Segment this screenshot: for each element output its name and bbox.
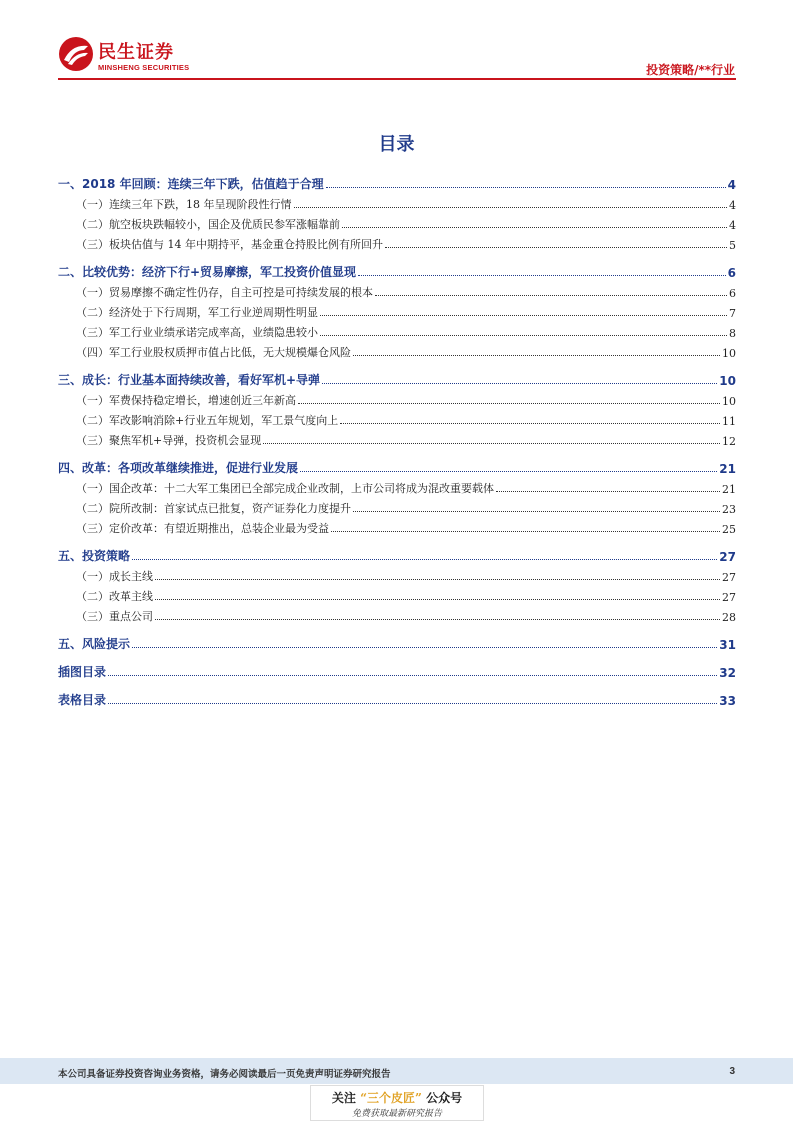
toc-section-entry[interactable] xyxy=(58,212,736,232)
header-divider xyxy=(58,78,736,80)
promo-box xyxy=(310,1085,484,1121)
toc-leader-dots xyxy=(496,490,720,492)
toc-section-entry[interactable] xyxy=(58,280,736,300)
toc-entry-text: （二）改革主线 xyxy=(76,590,153,603)
toc-chapter-entry[interactable] xyxy=(58,628,736,652)
toc-page-number: 27 xyxy=(722,591,736,604)
toc-page-number: 11 xyxy=(722,415,736,428)
promo-line-1 xyxy=(311,1089,483,1106)
toc-entry-text: 五、投资策略 xyxy=(58,549,131,563)
promo-line-2: 免费获取最新研究报告 xyxy=(351,1109,442,1119)
toc-leader-dots xyxy=(263,442,720,444)
toc-page-number: 6 xyxy=(729,287,736,300)
toc-page-number: 27 xyxy=(719,550,736,564)
toc-leader-dots xyxy=(342,226,727,228)
toc-entry-text: （二）经济处于下行周期，军工行业逆周期性明显 xyxy=(76,306,318,319)
toc-page-number: 4 xyxy=(729,219,736,232)
toc-leader-dots xyxy=(155,598,720,600)
toc-section-entry[interactable] xyxy=(58,388,736,408)
toc-page-number: 27 xyxy=(722,571,736,584)
toc-section-entry[interactable] xyxy=(58,320,736,340)
toc-chapter-entry[interactable] xyxy=(58,540,736,564)
toc-leader-dots xyxy=(326,186,726,188)
toc-entry-text: 三、成长：行业基本面持续改善，看好军机+导弹 xyxy=(58,373,321,387)
toc-leader-dots xyxy=(375,294,727,296)
toc-entry-text: （三）聚焦军机+导弹，投资机会显现 xyxy=(76,434,262,447)
toc-page-number: 23 xyxy=(722,503,736,516)
toc-section-entry[interactable] xyxy=(58,604,736,624)
toc-section-entry[interactable] xyxy=(58,300,736,320)
toc-page-number: 12 xyxy=(722,435,736,448)
toc-page-number: 6 xyxy=(727,266,736,280)
toc-section-entry[interactable] xyxy=(58,192,736,212)
page-header xyxy=(0,0,793,80)
toc-page-number: 33 xyxy=(719,694,736,708)
logo-chinese-name: 民生证券 xyxy=(98,42,174,63)
toc-section-entry[interactable] xyxy=(58,232,736,252)
toc-page-number: 10 xyxy=(722,395,736,408)
toc-page-number: 8 xyxy=(729,327,736,340)
toc-leader-dots xyxy=(320,334,727,336)
toc-page-number: 31 xyxy=(719,638,736,652)
toc-leader-dots xyxy=(320,314,727,316)
toc-section-entry[interactable] xyxy=(58,476,736,496)
logo-english-name: MINSHENG SECURITIES xyxy=(98,63,190,72)
toc-chapter-entry[interactable] xyxy=(58,684,736,708)
toc-page-number: 5 xyxy=(729,239,736,252)
toc-entry-text: （一）连续三年下跌，18 年呈现阶段性行情 xyxy=(76,198,292,211)
toc-leader-dots xyxy=(155,578,720,580)
toc-chapter-entry[interactable] xyxy=(58,364,736,388)
toc-entry-text: （二）院所改制：首家试点已批复，资产证券化力度提升 xyxy=(76,502,351,515)
toc-section-entry[interactable] xyxy=(58,496,736,516)
toc-leader-dots xyxy=(358,274,726,276)
toc-entry-text: （一）成长主线 xyxy=(76,570,153,583)
toc-section-entry[interactable] xyxy=(58,564,736,584)
footer-disclaimer: 本公司具备证券投资咨询业务资格，请务必阅读最后一页免责声明证券研究报告 xyxy=(58,1069,391,1080)
toc-page-number: 10 xyxy=(719,374,736,388)
toc-entry-text: 一、2018 年回顾：连续三年下跌，估值趋于合理 xyxy=(58,177,324,191)
toc-entry-text: （二）军改影响消除+行业五年规划，军工景气度向上 xyxy=(76,414,339,427)
toc-page-number: 7 xyxy=(729,307,736,320)
toc-leader-dots xyxy=(298,402,720,404)
report-section-label: 投资策略/**行业 xyxy=(646,63,735,77)
company-logo xyxy=(58,36,208,76)
page-number: 3 xyxy=(729,1066,735,1077)
toc-section-entry[interactable] xyxy=(58,584,736,604)
toc-section-entry[interactable] xyxy=(58,428,736,448)
toc-section-entry[interactable] xyxy=(58,340,736,360)
toc-entry-text: （三）板块估值与 14 年中期持平，基金重仓持股比例有所回升 xyxy=(76,238,383,251)
toc-entry-text: 四、改革：各项改革继续推进，促进行业发展 xyxy=(58,461,299,475)
toc-chapter-entry[interactable] xyxy=(58,452,736,476)
toc-page-number: 25 xyxy=(722,523,736,536)
toc-entry-text: （一）军费保持稳定增长，增速创近三年新高 xyxy=(76,394,296,407)
toc-page-number: 4 xyxy=(727,178,736,192)
table-of-contents xyxy=(58,168,736,708)
toc-leader-dots xyxy=(331,530,720,532)
promo-prefix: 关注 xyxy=(331,1091,356,1105)
toc-page-number: 32 xyxy=(719,666,736,680)
toc-chapter-entry[interactable] xyxy=(58,256,736,280)
toc-entry-text: （一）国企改革：十二大军工集团已全部完成企业改制，上市公司将成为混改重要载体 xyxy=(76,482,494,495)
toc-leader-dots xyxy=(300,470,717,472)
toc-entry-text: 五、风险提示 xyxy=(58,637,131,651)
toc-title: 目录 xyxy=(378,134,415,155)
toc-leader-dots xyxy=(108,702,717,704)
toc-page-number: 28 xyxy=(722,611,736,624)
toc-entry-text: 表格目录 xyxy=(58,693,107,707)
toc-leader-dots xyxy=(353,354,720,356)
promo-suffix: 公众号 xyxy=(426,1091,463,1105)
toc-entry-text: 插图目录 xyxy=(58,665,107,679)
toc-leader-dots xyxy=(353,510,720,512)
toc-page-number: 4 xyxy=(729,199,736,212)
toc-page-number: 21 xyxy=(722,483,736,496)
toc-leader-dots xyxy=(108,674,717,676)
toc-section-entry[interactable] xyxy=(58,516,736,536)
toc-entry-text: （三）定价改革：有望近期推出，总装企业最为受益 xyxy=(76,522,329,535)
toc-entry-text: （四）军工行业股权质押市值占比低，无大规模爆仓风险 xyxy=(76,346,351,359)
toc-entry-text: （一）贸易摩擦不确定性仍存，自主可控是可持续发展的根本 xyxy=(76,286,373,299)
toc-leader-dots xyxy=(155,618,720,620)
toc-leader-dots xyxy=(132,646,717,648)
toc-entry-text: （二）航空板块跌幅较小，国企及优质民参军涨幅靠前 xyxy=(76,218,340,231)
toc-leader-dots xyxy=(340,422,720,424)
toc-entry-text: 二、比较优势：经济下行+贸易摩擦，军工投资价值显现 xyxy=(58,265,357,279)
toc-section-entry[interactable] xyxy=(58,408,736,428)
toc-chapter-entry[interactable] xyxy=(58,168,736,192)
toc-leader-dots xyxy=(322,382,717,384)
toc-entry-text: （三）军工行业业绩承诺完成率高，业绩隐患较小 xyxy=(76,326,318,339)
promo-highlight: “三个皮匠” xyxy=(360,1091,422,1105)
toc-page-number: 10 xyxy=(722,347,736,360)
minsheng-logo-icon xyxy=(58,36,94,72)
toc-entry-text: （三）重点公司 xyxy=(76,610,153,623)
toc-leader-dots xyxy=(385,246,727,248)
toc-leader-dots xyxy=(294,206,728,208)
toc-leader-dots xyxy=(132,558,717,560)
toc-chapter-entry[interactable] xyxy=(58,656,736,680)
toc-page-number: 21 xyxy=(719,462,736,476)
